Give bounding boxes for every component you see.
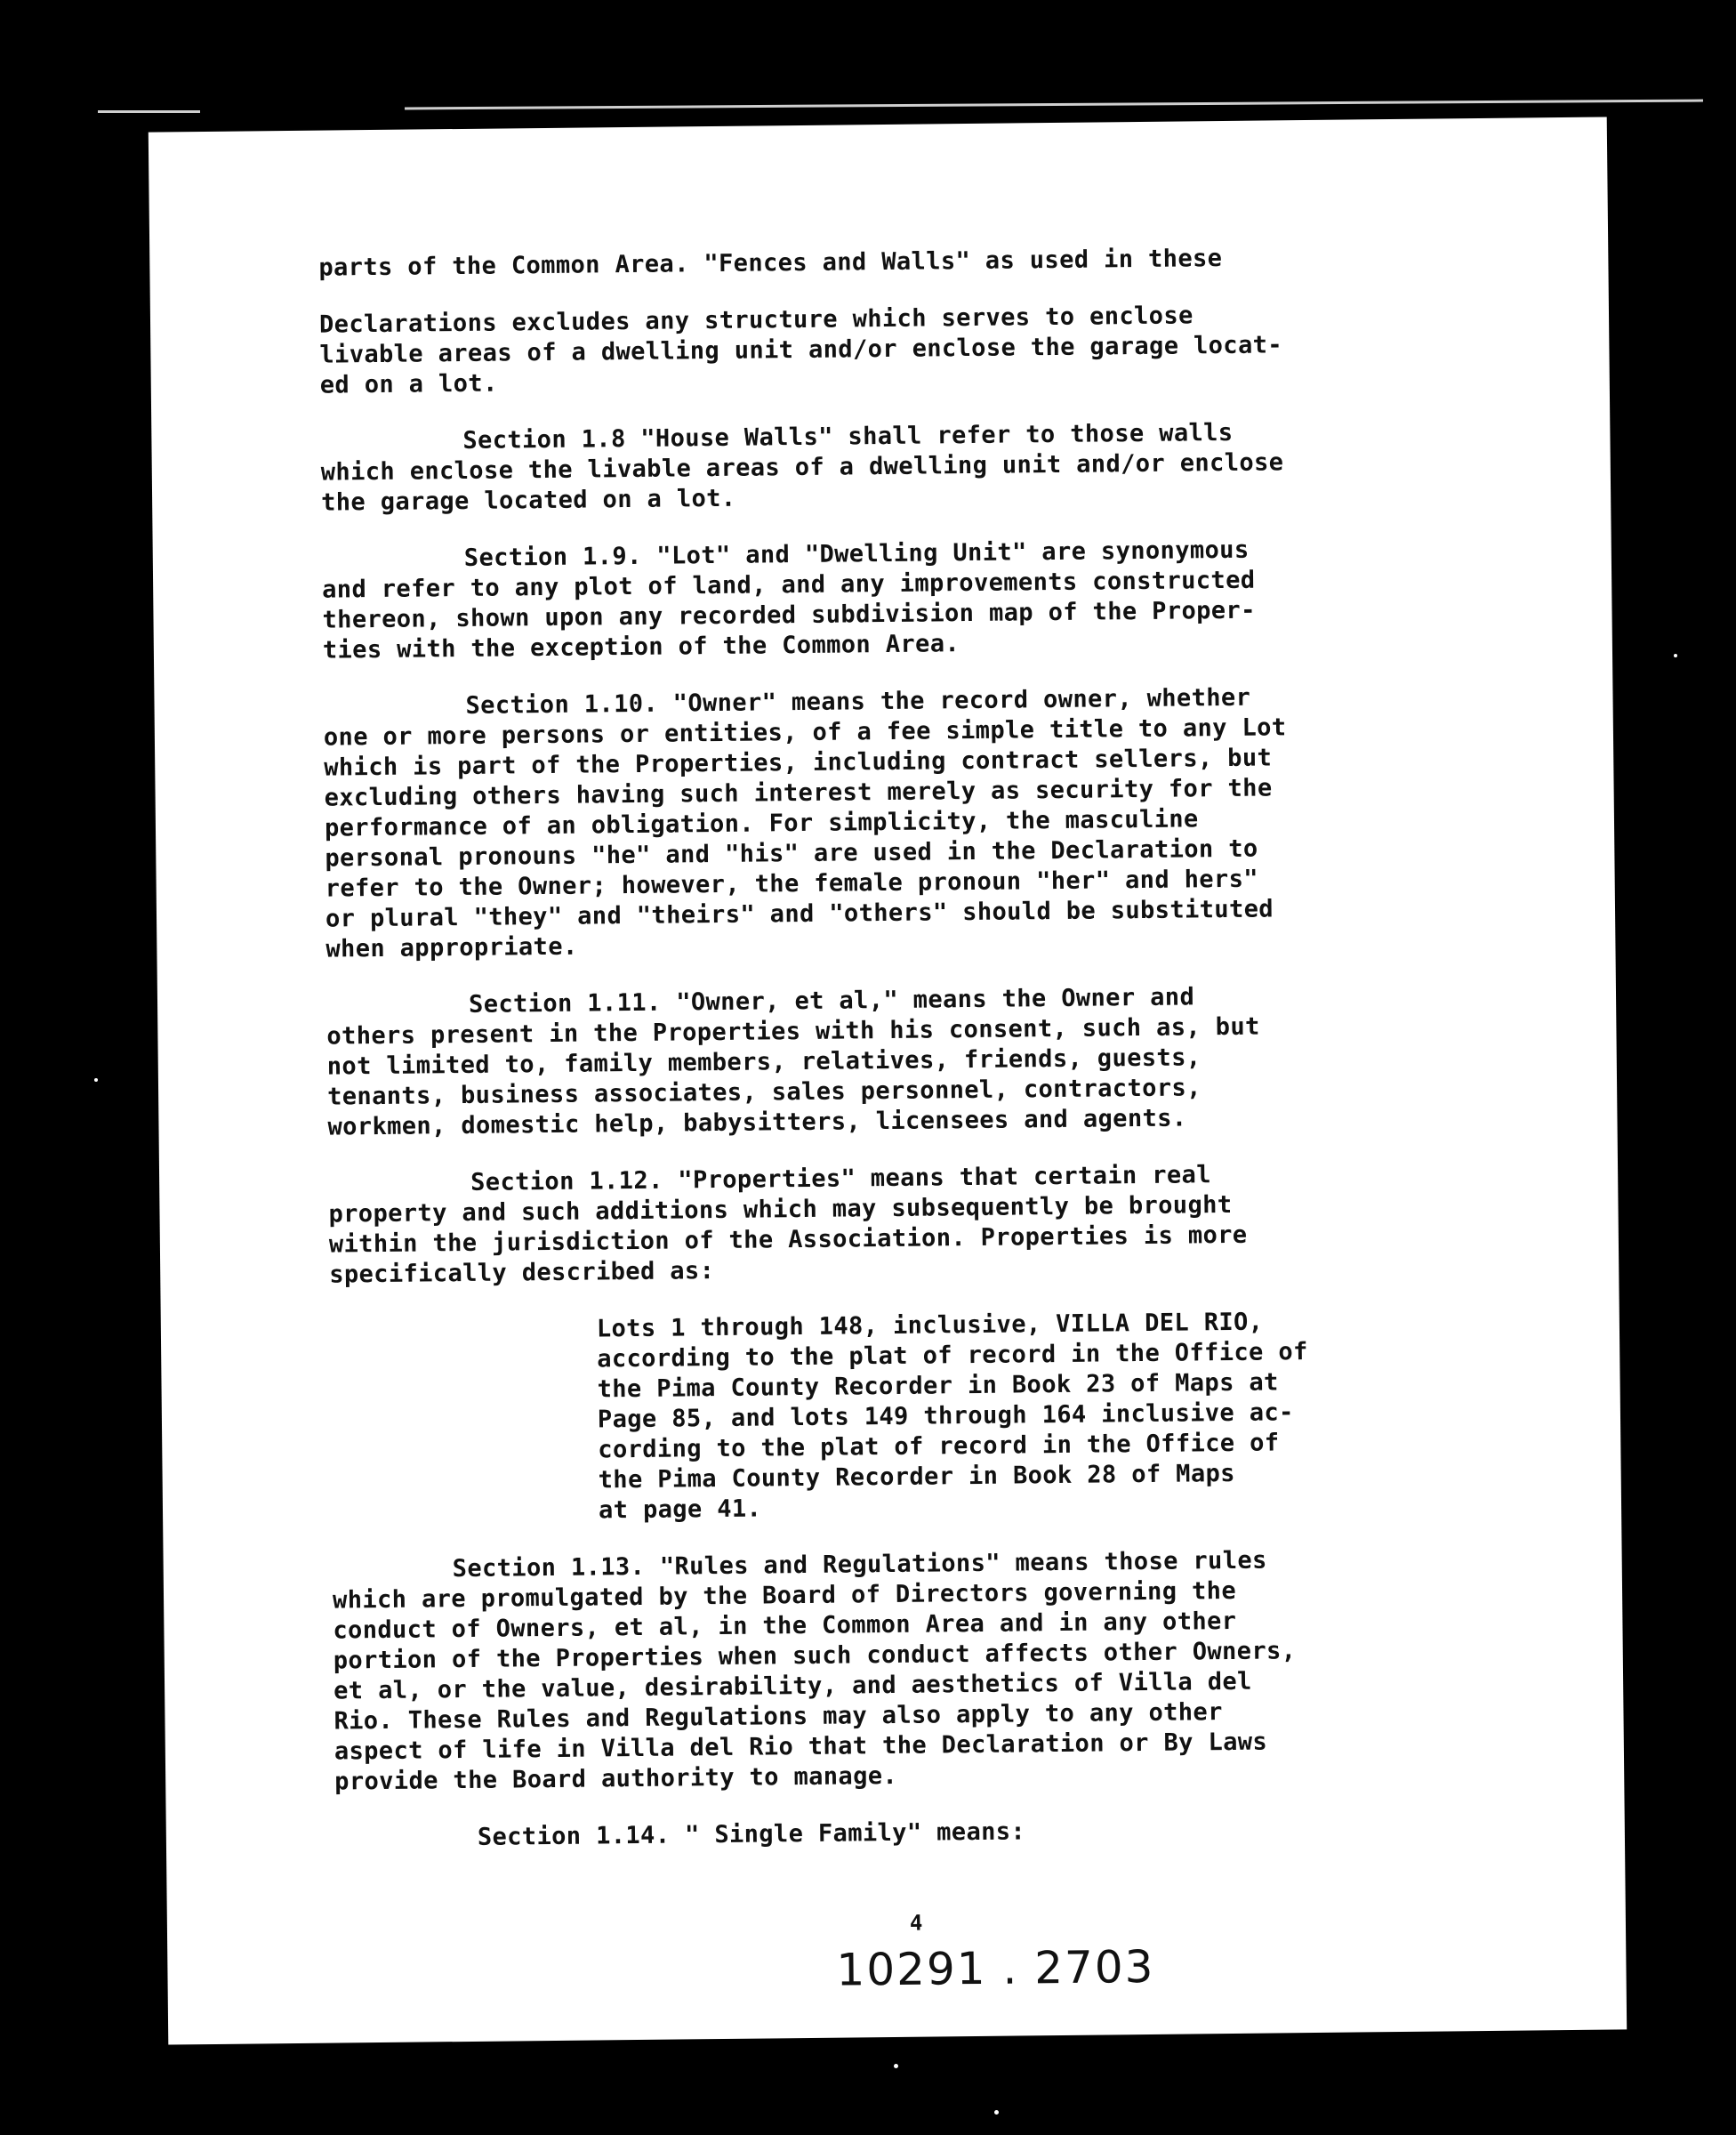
document-page xyxy=(149,117,1627,2044)
paragraph-section-1-10: Section 1.10. "Owner" means the record owner, whether one or more persons or entities, of a fee simple title to any Lot which is part of the Properties, including contract sellers, but excluding others having such interest merely as security for the performance of an obligation. For simplicity, the masculine personal pronouns "he" and "his" are used in the Declaration to refer to the Owner; however, the female pronoun "her" and hers" or plural "they" and "theirs" and "others" should be substituted when appropriate. xyxy=(323,683,1287,963)
paragraph-section-1-8: Section 1.8 "House Walls" shall refer to those walls which enclose the livable areas of a dwelling unit and/or enclose the garage located on a lot. xyxy=(320,418,1284,517)
scan-speck xyxy=(94,1078,98,1082)
property-description-block: Lots 1 through 148, inclusive, VILLA DEL RIO, according to the plat of record in the Office of the Pima County Recorder in Book 23 of Maps at Page 85, and lots 149 through 164 inclusive ac- cording to the plat of record in the Office of the Pima County Recorder in Book 28 of Maps at page 41. xyxy=(596,1308,1308,1525)
document-body xyxy=(318,241,1491,1881)
recording-stamp: 10291 . 2703 xyxy=(836,1940,1155,1996)
paragraph-section-1-13: Section 1.13. "Rules and Regulations" means those rules which are promulgated by the Board of Directors governing the conduct of Owners, et al, in the Common Area and in any other portion of the Properties when such conduct affects other Owners, et al, or the value, desirability, and aesthetics of Villa del Rio. These Rules and Regulations may also apply to any other aspect of life in Villa del Rio that the Declaration or By Laws provide the Board authority to manage. xyxy=(332,1546,1297,1796)
page-number: 4 xyxy=(909,1910,923,1936)
scan-edge-line-left xyxy=(98,110,200,113)
paragraph-section-1-12: Section 1.12. "Properties" means that certain real property and such additions which may subsequently be brought within the jurisdiction of the Association. Properties is more specifically described as: xyxy=(328,1161,1248,1289)
paragraph-section-1-14: Section 1.14. " Single Family" means: xyxy=(477,1817,1026,1851)
paragraph-intro-2: Declarations excludes any structure which serves to enclose livable areas of a dwelling unit and/or enclose the garage locat- ed on a lot. xyxy=(318,302,1283,399)
paragraph-section-1-11: Section 1.11. "Owner, et al," means the Owner and others present in the Properties with his consent, such as, but not limited to, family members, relatives, friends, guests, tenants, business associates, sales personnel, contractors, workmen, domestic help, babysitters, licensees and agents. xyxy=(326,983,1260,1141)
scan-speck xyxy=(994,2110,999,2115)
scan-edge-line-top xyxy=(405,100,1703,110)
paragraph-intro-1: parts of the Common Area. "Fences and Walls" as used in these xyxy=(318,245,1223,282)
scan-speck xyxy=(894,2064,898,2068)
paragraph-section-1-9: Section 1.9. "Lot" and "Dwelling Unit" are synonymous and refer to any plot of land, and any improvements constructed thereon, shown upon any recorded subdivision map of the Proper- ties with the exception of the Common Area. xyxy=(322,536,1256,665)
scan-speck xyxy=(1674,654,1677,657)
